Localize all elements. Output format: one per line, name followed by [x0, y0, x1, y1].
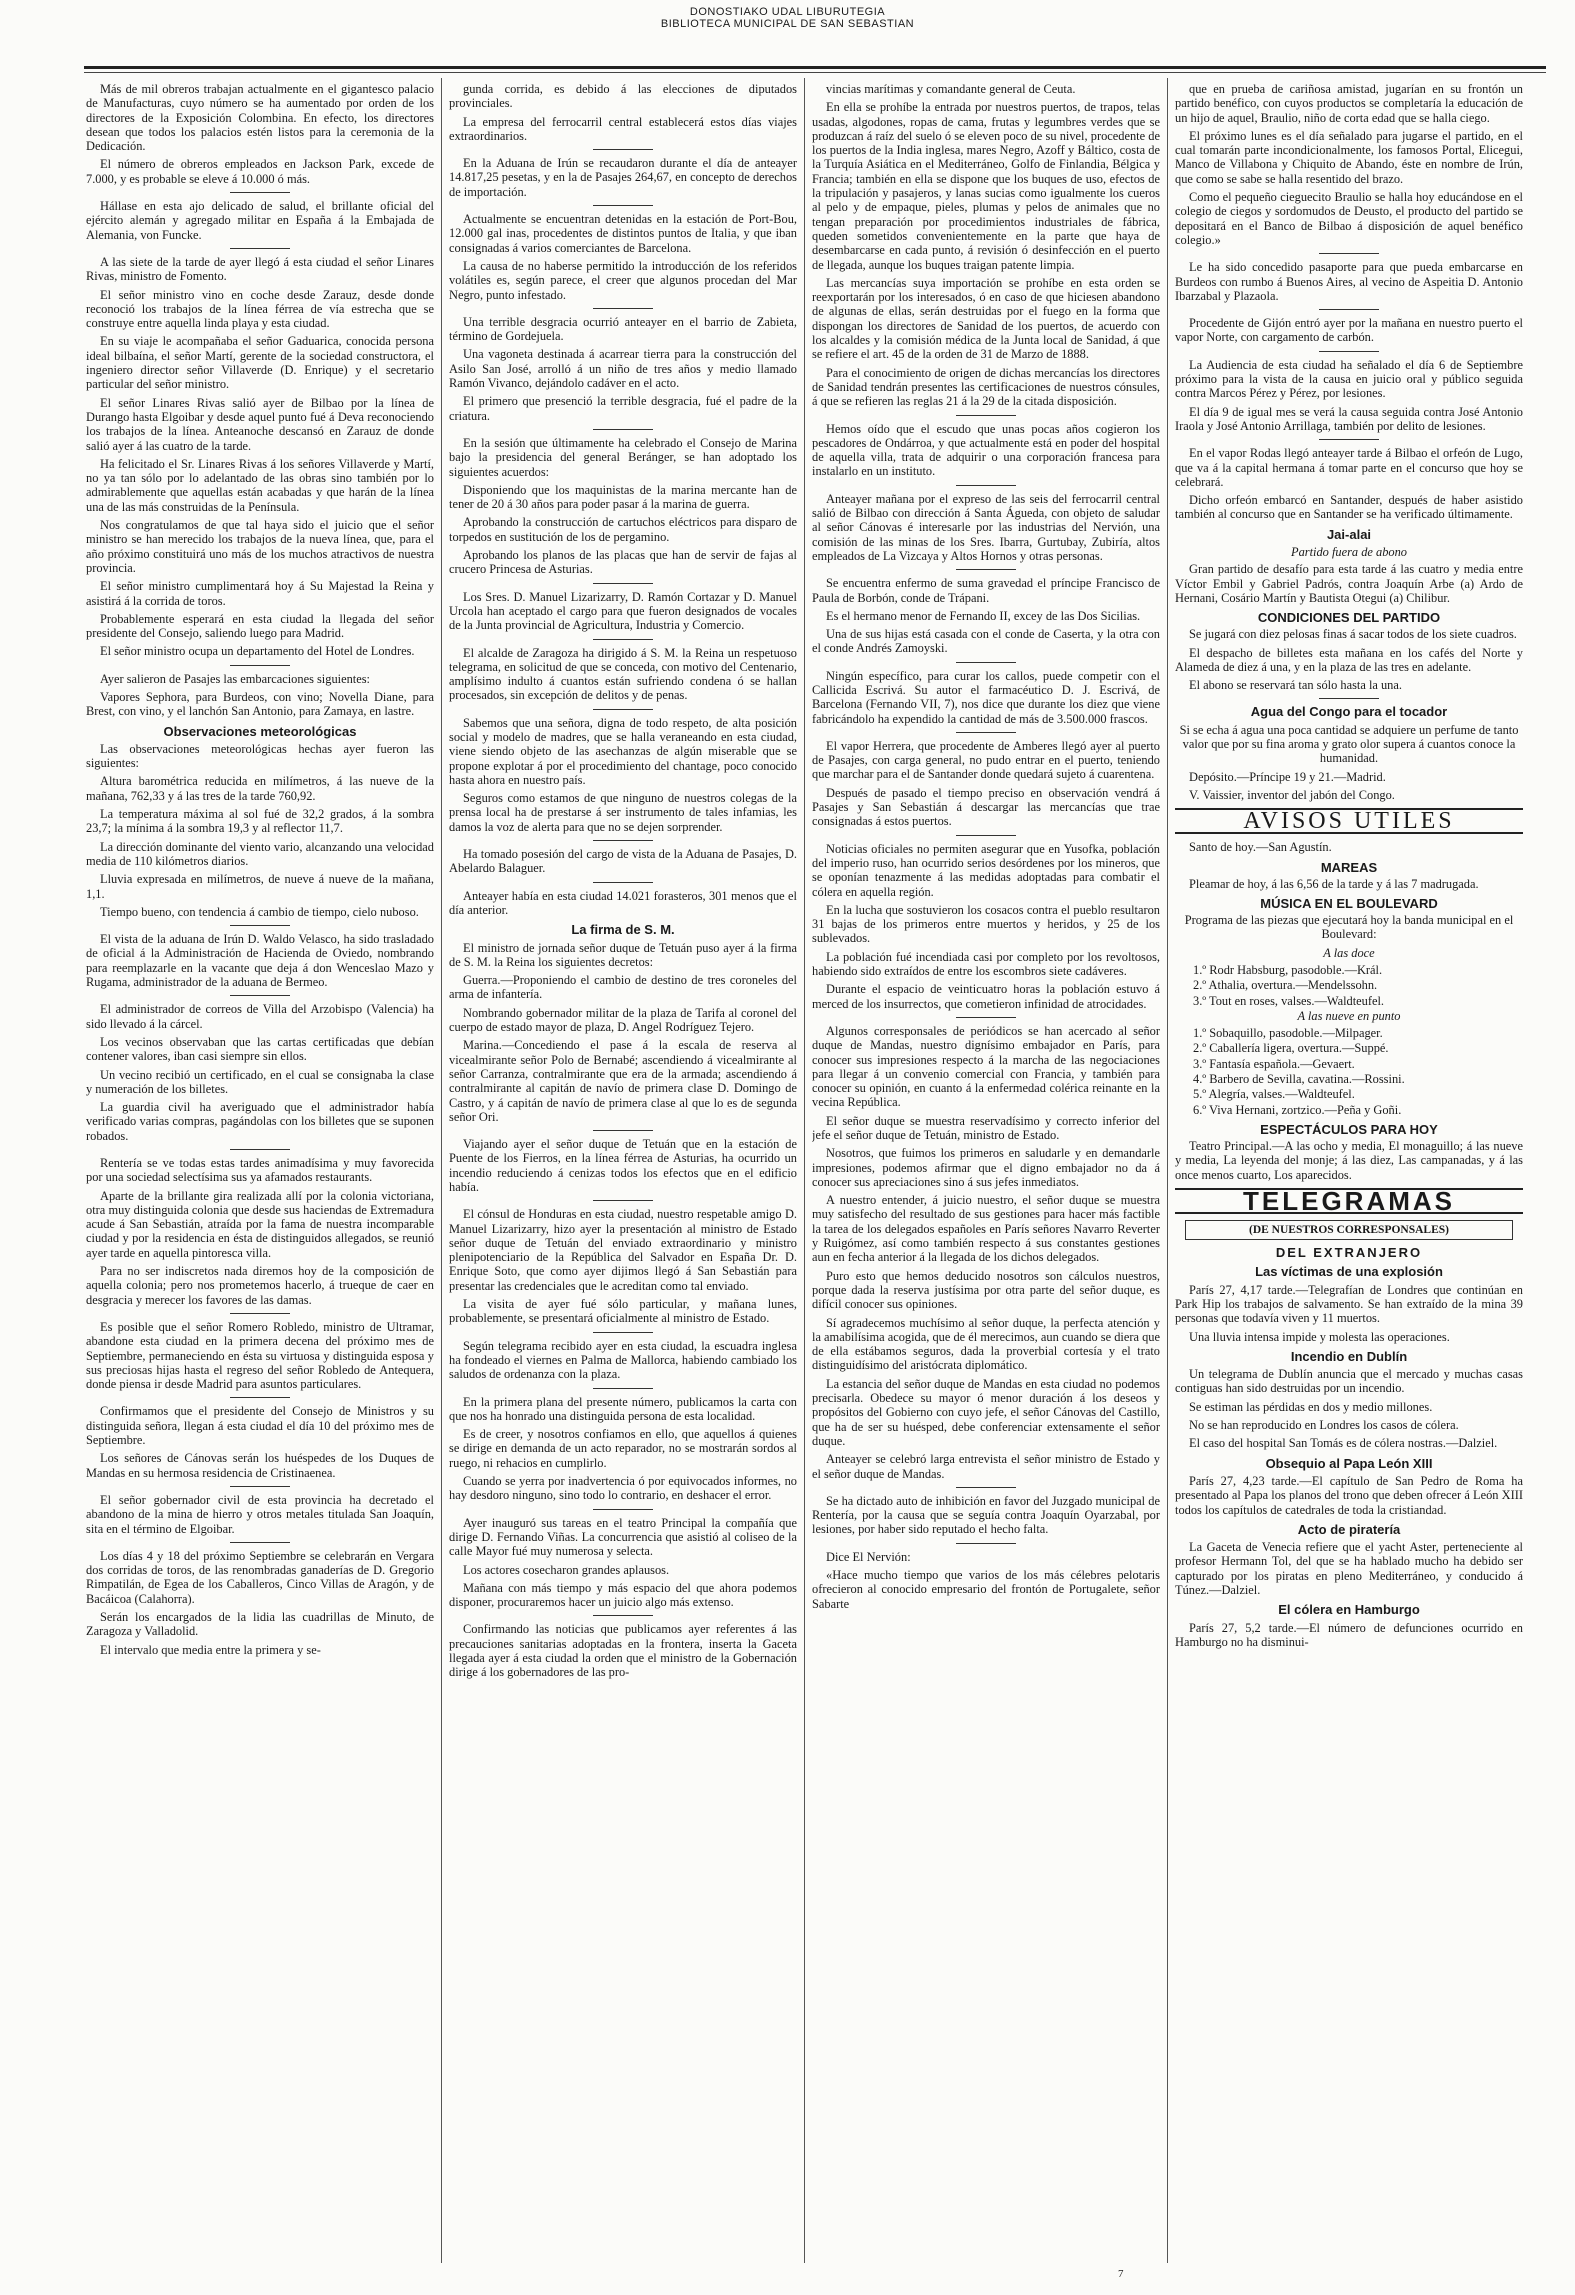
music-list-evening — [1175, 1026, 1523, 1117]
divider — [1319, 309, 1379, 310]
paragraph: Dice El Nervión: — [826, 1549, 911, 1564]
paragraph: Es posible que el señor Romero Robledo, ministro de Ultramar, abandone esta ciudad en la primera decena del próximo mes de Septiembre, permaneciendo en ésta su virtuosa y distinguida esposa y sus preciosas hijas hasta el regreso del señor Robledo de Antequera, donde piensa ir desde Madrid para asuntos particulares. — [86, 1319, 434, 1392]
divider — [593, 1130, 653, 1131]
paragraph: Vapores Sephora, para Burdeos, con vino; Novella Diane, para Brest, con vino, y el lanchón San Antonio, para Zamaya, en lastre. — [86, 689, 434, 719]
paragraph: Mañana con más tiempo y más espacio del que ahora podemos disponer, procuraremos hacer un juicio algo más extenso. — [449, 1580, 797, 1610]
divider — [593, 149, 653, 150]
paragraph: Gran partido de desafío para esta tarde á las cuatro y media entre Víctor Embil y Gabriel Padrós, contra Joaquín Arbe (a) Ardo de Hernani, Cosário Martín y Bautista Otegui (a) Chilibur. — [1175, 562, 1523, 605]
divider — [956, 835, 1016, 836]
divider — [230, 1486, 290, 1487]
paragraph: El señor duque se muestra reservadísimo y correcto inferior del jefe el señor duque de Tetuán, ministro de Estado. — [812, 1113, 1160, 1142]
top-rule-thin — [84, 72, 1546, 73]
divider — [956, 1543, 1016, 1544]
music-list-noon — [1175, 963, 1523, 1008]
paragraph: Tiempo bueno, con tendencia á cambio de tiempo, cielo nuboso. — [100, 904, 419, 919]
divider — [593, 583, 653, 584]
paragraph: Lluvia expresada en milímetros, de nueve á nueve de la mañana, 1,1. — [86, 872, 434, 901]
paragraph: El abono se reservará tan sólo hasta la una. — [1189, 678, 1402, 693]
list-item: 5.º Alegría, valses.—Waldteufel. — [1193, 1087, 1355, 1102]
paragraph: Marina.—Concediendo el pase á la escala de reserva al vicealmirante señor Polo de Bernabé; ascendiendo á vicealmirante al señor Carranza, contralmirante que era de la armada; ascendiendo á contralmirante al capitán de navío de primera clase D. Domingo de Castro, y á capitán de navío de primera clase al que lo es de segunda señor Ori. — [449, 1038, 797, 1124]
paragraph: Se jugará con diez pelosas finas á sacar todos de los siete cuadros. — [1189, 627, 1517, 642]
divider — [230, 1313, 290, 1314]
paragraph: Una de sus hijas está casada con el conde de Caserta, y la otra con el conde Andrés Zamoyski. — [812, 627, 1160, 656]
list-item: 3.º Fantasía española.—Gevaert. — [1193, 1056, 1355, 1071]
paragraph: «Hace mucho tiempo que varios de los más célebres pelotaris ofrecieron al conocido empresario del frontón de Portugalete, señor Sabarte — [812, 1568, 1160, 1611]
paragraph: Teatro Principal.—A las ocho y media, El monaguillo; á las nueve y media, La leyenda del monje; á las diez, Las campanadas, y á las once menos cuarto, Los aparecidos. — [1175, 1138, 1523, 1182]
paragraph: Las observaciones meteorológicas hechas ayer fueron las siguientes: — [86, 741, 434, 771]
paragraph: A nuestro entender, á juicio nuestro, el señor duque se muestra muy satisfecho del resultado de sus gestiones para hacer más factible la tarea de los delegados españoles en París señores Navarro Reverter y Ruigómez, así como también respecto á sus constantes gestiones aun en fecha anterior á la llegada de los dichos delegados. — [812, 1193, 1160, 1265]
paragraph: París 27, 5,2 tarde.—El número de defunciones ocurrido en Hamburgo no ha disminui- — [1175, 1620, 1523, 1649]
paragraph: gunda corrida, es debido á las elecciones de diputados provinciales. — [449, 82, 797, 111]
paragraph: Las mercancías suya importación se prohíbe en esta orden se reexportarán por los interesados, ó en caso de que hiciesen abandono de algunas de ellas, serán destruidas por el fuego en la forma que dispongan los directores de Sanidad de los puertos, de acuerdo con los alcaldes y la comisión médica de la Junta local de Sanidad, á que se refiere el art. 45 de la orden de 31 de Marzo de 1888. — [812, 275, 1160, 362]
divider — [230, 1542, 290, 1543]
paragraph: En su viaje le acompañaba el señor Gaduarica, conocida persona ideal bilbaína, el señor Martí, gerente de la sociedad constructora, el ingeniero director señor Villaverde (D. Enrique) y el secretario particular del señor ministro. — [86, 334, 434, 392]
section-heading: Observaciones meteorológicas — [163, 723, 357, 739]
divider — [956, 569, 1016, 570]
paragraph: La visita de ayer fué sólo particular, y mañana lunes, probablemente, se presentará oficialmente al ministro de Estado. — [449, 1297, 797, 1326]
paragraph: El próximo lunes es el día señalado para jugarse el partido, en el cual tomarán parte incondicionalmente, los famosos Portal, Elicegui, Manco de Villabona y Chiquito de Abando, éste en nombre de Irún, que como se sabe se halla resentido del brazo. — [1175, 128, 1523, 186]
paragraph: La población fué incendiada casi por completo por los revoltosos, habiendo sido extraídos de entre los escombros siete cadáveres. — [812, 949, 1160, 979]
section-heading: Las víctimas de una explosión — [1255, 1264, 1443, 1280]
paragraph: Cuando se yerra por inadvertencia ó por equivocados informes, no hay desdoro ninguno, sino todo lo contrario, en deshacer el error. — [449, 1474, 797, 1503]
archive-header-line2: BIBLIOTECA MUNICIPAL DE SAN SEBASTIAN — [660, 18, 915, 30]
paragraph: No se han reproducido en Londres los casos de cólera. — [1189, 1418, 1459, 1433]
paragraph: El señor ministro cumplimentará hoy á Su Majestad la Reina y asistirá á la corrida de toros. — [86, 579, 434, 608]
page-number: 7 — [1118, 2268, 1124, 2280]
paragraph: Una lluvia intensa impide y molesta las operaciones. — [1189, 1329, 1450, 1344]
paragraph: Anteayer se celebró larga entrevista el señor ministro de Estado y el señor duque de Mandas. — [812, 1452, 1160, 1481]
divider — [593, 1200, 653, 1201]
paragraph: Para el conocimiento de origen de dichas mercancías los directores de Sanidad tendrán presentes las certificaciones de nuestros cónsules, á que se refieren las reglas 21 á la 29 de la citada disposición. — [812, 365, 1160, 409]
divider — [956, 732, 1016, 733]
section-subheading: A las doce — [1323, 945, 1375, 960]
paragraph: Aparte de la brillante gira realizada allí por la colonia victoriana, otra muy distinguida colonia que desde sus haciendas de Extremadura acude á San Sebastián, atraída por la fama de nuestra incomparable ciudad y por la residencia en ésta de distinguidos allegados, se reunió ayer tarde en aquella pintoresca villa. — [86, 1188, 434, 1260]
section-heading: Agua del Congo para el tocador — [1250, 704, 1448, 720]
divider — [593, 1388, 653, 1389]
divider — [593, 882, 653, 883]
divider — [593, 1615, 653, 1616]
paragraph: Programa de las piezas que ejecutará hoy la banda municipal en el Boulevard: — [1184, 913, 1514, 942]
paragraph: Si se echa á agua una poca cantidad se adquiere un perfume de tanto valor que por su fina aroma y grato olor supera á cuantos conoce la humanidad. — [1179, 722, 1519, 766]
divider — [230, 248, 290, 249]
paragraph: Durante el espacio de veinticuatro horas la población estuvo á merced de los insurrectos, que cometieron infinidad de atrocidades. — [812, 982, 1160, 1011]
paragraph: Los actores cosecharon grandes aplausos. — [463, 1562, 670, 1577]
divider — [230, 995, 290, 996]
section-heading: Jai-alai — [1326, 526, 1372, 542]
paragraph: En la sesión que últimamente ha celebrado el Consejo de Marina bajo la presidencia del general Beránger, se han adoptado los siguientes acuerdos: — [449, 435, 797, 479]
divider — [230, 1149, 290, 1150]
paragraph: Los Sres. D. Manuel Lizarizarry, D. Ramón Cortazar y D. Manuel Urcola han aceptado el cargo para que fueron designados de vocales de la Junta provincial de Agricultura, Industria y Comercio. — [449, 589, 797, 633]
paragraph: Confirmando las noticias que publicamos ayer referentes á las precauciones sanitarias adoptadas en la frontera, inserta la Gaceta llegada ayer á esta ciudad la orden que el ministro de la Gobernación dirige á los gobernadores de las pro- — [449, 1622, 797, 1680]
paragraph: El vista de la aduana de Irún D. Waldo Velasco, ha sido trasladado de oficial á la Administración de Hacienda de Oviedo, nombrando para reemplazarle en la vacante que deja á don Wenceslao Mazo y Rugama, administrador de la aduana de Bermeo. — [86, 932, 434, 990]
section-heading: ESPECTÁCULOS PARA HOY — [1260, 1121, 1438, 1137]
column-3 — [812, 82, 1160, 2257]
paragraph: Guerra.—Proponiendo el cambio de destino de tres coroneles del arma de infantería. — [449, 973, 797, 1002]
paragraph: Hemos oído que el escudo que unas pocas años cogieron los pescadores de Ondárroa, y que actualmente está en poder del hospital de aquella villa, trata de adquirir o una corporación francesa para instalarlo en un instituto. — [812, 421, 1160, 479]
avisos-utiles-banner: AVISOS UTILES — [1175, 808, 1523, 834]
archive-header — [0, 6, 1575, 30]
paragraph: Algunos corresponsales de periódicos se han acercado al señor duque de Mandas, nuestro dignísimo embajador en París, para conocer sus impresiones respecto á la marcha de las negociaciones para llegar á un convenio comercial con Francia, y también para conocer su opinión, en cuanto á la enfermedad colérica reinante en la vecina República. — [812, 1023, 1160, 1110]
paragraph: El señor Linares Rivas salió ayer de Bilbao por la línea de Durango hasta Elgoibar y desde aquel punto fué á Deva reconociendo los trabajos de la línea. Anteanoche descansó en Zarauz de donde salió ayer á las cuatro de la tarde. — [86, 395, 434, 453]
paragraph: En la lucha que sostuvieron los cosacos contra el pueblo resultaron 31 bajas de los primeros entre muertos y heridos, y 25 de los sublevados. — [812, 902, 1160, 946]
list-item: 2.º Caballería ligera, overtura.—Suppé. — [1193, 1041, 1389, 1056]
section-heading: CONDICIONES DEL PARTIDO — [1257, 610, 1441, 626]
paragraph: El número de obreros empleados en Jackson Park, excede de 7.000, y es probable se eleve á 10.000 ó más. — [86, 157, 434, 186]
paragraph: Actualmente se encuentran detenidas en la estación de Port-Bou, 12.000 gal inas, procedentes de distintos puntos de Italia, y que iban consignadas á varios comerciantes de Barcelona. — [449, 212, 797, 255]
paragraph: El caso del hospital San Tomás es de cólera nostras.—Dalziel. — [1189, 1436, 1498, 1451]
section-heading: MÚSICA EN EL BOULEVARD — [1260, 896, 1438, 912]
divider — [956, 1487, 1016, 1488]
paragraph: París 27, 4,17 tarde.—Telegrafían de Londres que continúan en Park Hip los trabajos de salvamento. Se han extraído de la mina 39 personas que todavía viven y 11 muertos. — [1175, 1282, 1523, 1326]
paragraph: Confirmamos que el presidente del Consejo de Ministros y su distinguida señora, llegan á esta ciudad el día 10 del próximo mes de Septiembre. — [86, 1404, 434, 1448]
divider — [230, 665, 290, 666]
paragraph: La guardia civil ha averiguado que el administrador había verificado varias compras, pagándolas con los billetes que se suponen robados. — [86, 1100, 434, 1143]
divider — [1319, 439, 1379, 440]
divider — [593, 1509, 653, 1510]
list-item: 1.º Rodr Habsburg, pasodoble.—Král. — [1193, 962, 1383, 977]
paragraph: Ayer salieron de Pasajes las embarcaciones siguientes: — [100, 671, 370, 686]
paragraph: Disponiendo que los maquinistas de la marina mercante han de tener de 20 á 30 años para poder pasar á la marina de guerra. — [449, 482, 797, 512]
column-separator-3 — [1167, 78, 1168, 2263]
section-heading: Obsequio al Papa León XIII — [1265, 1455, 1433, 1471]
paragraph: Noticias oficiales no permiten asegurar que en Yusofka, población del imperio ruso, han ocurrido serios desórdenes por los mineros, que se oponían tenazmente á las medidas adoptadas para combatir el cólera en aquella región. — [812, 841, 1160, 899]
paragraph: Nosotros, que fuimos los primeros en saludarle y en demandarle impresiones, podemos afirmar que el digno embajador no da á conocer sus apreciaciones sino á sus jefes inmediatos. — [812, 1146, 1160, 1189]
paragraph: Viajando ayer el señor duque de Tetuán que en la estación de Puente de los Fierros, en la línea férrea de Asturias, ha ocurrido un incendio reduciendo á cenizas todos los efectos que en el edificio había. — [449, 1137, 797, 1194]
paragraph: Después de pasado el tiempo preciso en observación vendrá á Pasajes y San Sebastián á descargar las mercancías que trae consignadas á estos puertos. — [812, 785, 1160, 829]
paragraph: Rentería se ve todas estas tardes animadísima y muy favorecida por una sociedad selectísima sus ya afamados restaurants. — [86, 1156, 434, 1185]
paragraph: Dicho orfeón embarcó en Santander, después de haber asistido también al concurso que en Santander se ha verificado últimamente. — [1175, 493, 1523, 522]
divider — [593, 709, 653, 710]
paragraph: El alcalde de Zaragoza ha dirigido á S. M. la Reina un respetuoso telegrama, en solicitud de que se conceda, con motivo del Centenario, amplísimo indulto á cuantos están sufriendo condena ó se hallan procesados, sin excepción de delitos y de penas. — [449, 645, 797, 703]
paragraph: Los señores de Cánovas serán los huéspedes de los Duques de Mandas en su hermosa residencia de Cristinaenea. — [86, 1451, 434, 1480]
divider — [230, 1397, 290, 1398]
section-heading: La firma de S. M. — [571, 922, 675, 938]
paragraph: Anteayer había en esta ciudad 14.021 forasteros, 301 menos que el día anterior. — [449, 888, 797, 917]
paragraph: Según telegrama recibido ayer en esta ciudad, la escuadra inglesa ha fondeado el viernes en Palma de Mallorca, habiendo cambiado los saludos de ordenanza con la plaza. — [449, 1338, 797, 1382]
paragraph: Procedente de Gijón entró ayer por la mañana en nuestro puerto el vapor Norte, con cargamento de carbón. — [1175, 316, 1523, 345]
paragraph: Santo de hoy.—San Agustín. — [1189, 840, 1332, 855]
telegramas-banner: TELEGRAMAS — [1175, 1188, 1523, 1214]
paragraph: Puro esto que hemos deducido nosotros son cálculos nuestros, porque dada la reserva justísima por otra parte del señor duque, es difícil conocer sus opiniones. — [812, 1268, 1160, 1312]
divider — [956, 485, 1016, 486]
paragraph: El intervalo que media entre la primera y se- — [100, 1642, 321, 1657]
paragraph: V. Vaissier, inventor del jabón del Congo. — [1189, 787, 1395, 802]
paragraph: La Audiencia de esta ciudad ha señalado el día 6 de Septiembre próximo para la vista de la causa en juicio oral y público seguida contra Marcos Pérez y Pérez, por lesiones. — [1175, 357, 1523, 401]
section-subheading: Partido fuera de abono — [1291, 545, 1407, 560]
paragraph: La empresa del ferrocarril central establecerá estos días viajes extraordinarios. — [449, 114, 797, 143]
paragraph: La estancia del señor duque de Mandas en esta ciudad no podemos precisarla. Obedece su mayor ó menor duración á los deseos y propósitos del Gobierno con cuyo jefe, el señor Cánovas del Castillo, que ha de ser su huésped, debe conferenciar extensamente el señor duque. — [812, 1376, 1160, 1448]
paragraph: Se encuentra enfermo de suma gravedad el príncipe Francisco de Paula de Borbón, conde de Trápani. — [812, 576, 1160, 605]
divider — [593, 429, 653, 430]
paragraph: El señor ministro vino en coche desde Zarauz, desde donde reconoció los trabajos de la línea férrea de vía estrecha que se construye entre aquella linda playa y esta ciudad. — [86, 287, 434, 331]
paragraph: Pleamar de hoy, á las 6,56 de la tarde y á las 7 madrugada. — [1189, 876, 1479, 891]
section-heading: Incendio en Dublín — [1290, 1348, 1408, 1364]
paragraph: El despacho de billetes esta mañana en los cafés del Norte y Alameda de diez á una, y en la plaza de las tres en adelante. — [1175, 645, 1523, 674]
column-4 — [1175, 82, 1523, 2257]
column-2 — [449, 82, 797, 2257]
list-item: 3.º Tout en roses, valses.—Waldteufel. — [1193, 993, 1385, 1008]
list-item: 2.º Athalia, overtura.—Mendelssohn. — [1193, 978, 1378, 993]
paragraph: Hállase en esta ajo delicado de salud, el brillante oficial del ejército alemán y agregado militar en España á la Embajada de Alemania, von Funcke. — [86, 199, 434, 242]
list-item: 6.º Viva Hernani, zortzico.—Peña y Goñi. — [1193, 1102, 1402, 1117]
divider — [956, 415, 1016, 416]
paragraph: Sí agradecemos muchísimo al señor duque, la perfecta atención y la amabilísima acogida, que de él merecimos, aun cuando se diera que de ella estábamos seguros, dada la proverbial cortesía y el trato distinguidísimo del aristócrata diplomático. — [812, 1315, 1160, 1373]
divider — [230, 192, 290, 193]
paragraph: París 27, 4,23 tarde.—El capítulo de San Pedro de Roma ha presentado al Papa los planos del trono que deben ofrecer á León XIII todos los capítulos de catedrales de toda la cristiandad. — [1175, 1473, 1523, 1517]
paragraph: Le ha sido concedido pasaporte para que pueda embarcarse en Burdeos con rumbo á Buenos Aires, al vecino de Aspeitia D. Antonio Ibarzabal y Plazaola. — [1175, 260, 1523, 303]
paragraph: En la Aduana de Irún se recaudaron durante el día de anteayer 14.817,25 pesetas, y en la de Pasajes 264,67, en concepto de derechos de importación. — [449, 156, 797, 199]
paragraph: En la primera plana del presente número, publicamos la carta con que nos ha honrado una distinguida persona de esta localidad. — [449, 1394, 797, 1423]
paragraph: Probablemente esperará en esta ciudad la llegada del señor presidente del Consejo, saliendo luego para Madrid. — [86, 611, 434, 641]
paragraph: Más de mil obreros trabajan actualmente en el gigantesco palacio de Manufacturas, cuyo número se ha aumentado por orden de los directores de la Exposición Colombina. En efecto, los directores desean que todos los palacios estén listos para la ceremonia de la Dedicación. — [86, 82, 434, 154]
paragraph: Altura barométrica reducida en milímetros, á las nueve de la mañana, 762,33 y á las tres de la tarde 760,92. — [86, 774, 434, 803]
paragraph: Serán los encargados de la lidia las cuadrillas de Minuto, de Zaragoza y Valladolid. — [86, 1610, 434, 1639]
divider — [1319, 351, 1379, 352]
paragraph: Aprobando los planos de las placas que han de servir de fajas al crucero Princesa de Asturias. — [449, 548, 797, 577]
paragraph: Sabemos que una señora, digna de todo respeto, de alta posición social y modelo de madres, que se halla veraneando en esta ciudad, viene siendo objeto de las asechanzas de algún miserable que se propone explotar á por el procedimiento del chantage, poco conocido hasta ahora en nuestro país. — [449, 715, 797, 787]
paragraph: Los días 4 y 18 del próximo Septiembre se celebrarán en Vergara dos corridas de toros, de las renombradas ganaderías de D. Gregorio Rimpatilán, de Egea de los Caballeros, Cinco Villas de Aragón, y de Bacáicoa (Calahorra). — [86, 1548, 434, 1606]
paragraph: Una terrible desgracia ocurrió anteayer en el barrio de Zabieta, término de Gordejuela. — [449, 314, 797, 344]
column-1 — [86, 82, 434, 2257]
paragraph: La causa de no haberse permitido la introducción de los referidos volátiles es, según parece, el creer que algunos procedan del Mar Negro, punto infestado. — [449, 258, 797, 302]
paragraph: La dirección dominante del viento vario, alcanzando una velocidad media de 110 kilómetros diarios. — [86, 839, 434, 868]
top-rule — [84, 66, 1546, 69]
paragraph: Se ha dictado auto de inhibición en favor del Juzgado municipal de Rentería, por la causa que se seguía contra Joaquín Oyarzabal, por lesiones, por haber sido reputado el hecho falta. — [812, 1493, 1160, 1537]
section-subheading: A las nueve en punto — [1297, 1008, 1401, 1023]
archive-header-line1: DONOSTIAKO UDAL LIBURUTEGIA — [689, 6, 886, 18]
list-item: 1.º Sobaquillo, pasodoble.—Milpager. — [1193, 1026, 1383, 1041]
correspondents-label: (DE NUESTROS CORRESPONSALES) — [1185, 1220, 1513, 1240]
section-heading: MAREAS — [1320, 859, 1378, 875]
paragraph: En el vapor Rodas llegó anteayer tarde á Bilbao el orfeón de Lugo, que va á la capital hermana á tomar parte en el concurso que hoy se celebrará. — [1175, 446, 1523, 489]
divider — [956, 662, 1016, 663]
paragraph: Es el hermano menor de Fernando II, excey de las Dos Sicilias. — [826, 608, 1141, 623]
paragraph: Anteayer mañana por el expreso de las seis del ferrocarril central salió de Bilbao con dirección á Santa Águeda, con objeto de saludar al señor Cánovas é interesarle por las industrias del Nervión, una comisión de las minas de los Sres. Ibarra, Gurtubay, Zubiría, altos empleados de La Vizcaya y Altos Hornos y otras personas. — [812, 491, 1160, 563]
divider — [593, 639, 653, 640]
paragraph: El primero que presenció la terrible desgracia, fué el padre de la criatura. — [449, 394, 797, 423]
paragraph: El señor gobernador civil de esta provincia ha decretado el abandono de la mina de hierro y otros metales titulada San Joaquín, sita en el término de Elgoibar. — [86, 1492, 434, 1536]
paragraph: Una vagoneta destinada á acarrear tierra para la construcción del Asilo San José, arrolló á un niño de tres años y medio llamado Ramón Vivanco, dejándolo cadáver en el acto. — [449, 347, 797, 391]
paragraph: La temperatura máxima al sol fué de 32,2 grados, á la sombra 23,7; la mínima á la sombra 19,3 y al reflector 11,7. — [86, 807, 434, 836]
paragraph: vincias marítimas y comandante general de Ceuta. — [826, 82, 1076, 96]
paragraph: Nombrando gobernador militar de la plaza de Tarifa al coronel del cuerpo de estado mayor de plaza, D. Angel Rodríguez Tejero. — [449, 1005, 797, 1035]
paragraph: Se estiman las pérdidas en dos y medio millones. — [1189, 1399, 1433, 1414]
paragraph: A las siete de la tarde de ayer llegó á esta ciudad el señor Linares Rivas, ministro de Fomento. — [86, 254, 434, 284]
divider — [956, 1017, 1016, 1018]
paragraph: El señor ministro ocupa un departamento del Hotel de Londres. — [100, 644, 415, 659]
divider — [593, 308, 653, 309]
paragraph: Nos congratulamos de que tal haya sido el juicio que el señor ministro se han merecido los trabajos de la nueva línea, que, para el año próximo constituirá uno más de los muchos atractivos de nuestra provincia. — [86, 518, 434, 575]
list-item: 4.º Barbero de Sevilla, cavatina.—Rossini. — [1193, 1072, 1405, 1087]
paragraph: Seguros como estamos de que ninguno de nuestros colegas de la prensa local ha de prestarse á ser instrumento de tales infamias, les damos la voz de alerta para que no se dejen sorprender. — [449, 791, 797, 834]
paragraph: En ella se prohíbe la entrada por nuestros puertos, de trapos, telas usadas, algodones, ropas de cama, frutas y legumbres verdes que se produzcan á raíz del suelo ó se eleven poco de su nivel, procedente de los puertos de la India inglesa, mares Negro, Azoff y Báltico, costa de la Turquía Asiática en el Mediterráneo, Golfo de Finlandia, Bélgica y Francia; también en ella se dispone que los buques de uso, efectos de la tripulación y pasajeros, y lanas sucias como igualmente los cueros al pelo y de empaque, pieles, plumas y pelos de animales que no tengan preparación por procedimientos industriales de fábrica, queden sometidos convenientemente en la parte que haya de desembarcarse en cada punto, á revisión ó desinfección en el puerto de llegada, aunque los buques traigan patente limpia. — [812, 100, 1160, 272]
paragraph: Para no ser indiscretos nada diremos hoy de la composición de aquella colonia; pero nos prometemos hacerlo, á trueque de caer en desgracia y merecer los favores de las damas. — [86, 1264, 434, 1307]
paragraph: Aprobando la construcción de cartuchos eléctricos para disparo de torpedos en sustitución de los de pergamino. — [449, 515, 797, 544]
paragraph: El vapor Herrera, que procedente de Amberes llegó ayer al puerto de Pasajes, con carga general, no pudo entrar en el puerto, teniendo que marchar para el de Santander donde quedará sujeto á cuarentena. — [812, 738, 1160, 782]
paragraph: Ningún específico, para curar los callos, puede competir con el Callicida Escrivá. Su autor el farmacéutico D. J. Escrivá, de Barcelona (Fernando VII, 7), nos dice que durante los diez que viene fabricándolo ha expendido la cantidad de más de 3.500.000 frascos. — [812, 668, 1160, 726]
paragraph: Es de creer, y nosotros confiamos en ello, que aquellos á quienes se dirige en demanda de un acto reparador, no se mostrarán sordos al ruego, ni rehacios en cumplirlo. — [449, 1427, 797, 1470]
section-heading: DEL EXTRANJERO — [1275, 1245, 1423, 1261]
paragraph: Los vecinos observaban que las cartas certificadas que debían contener valores, iban casi siempre sin ellos. — [86, 1034, 434, 1064]
paragraph: El día 9 de igual mes se verá la causa seguida contra José Antonio Iraola y José Antonio Arrillaga, también por delito de lesiones. — [1175, 404, 1523, 433]
divider — [593, 840, 653, 841]
paragraph: que en prueba de cariñosa amistad, jugarían en su frontón un partido benéfico, con cuyos productos se completaría la educación de un hijo de aquel, Braulio, niño de corta edad que se halla ciego. — [1175, 82, 1523, 125]
paragraph: Ha felicitado el Sr. Linares Rivas á los señores Villaverde y Martí, no ya tan sólo por lo adelantado de las obras sino también por lo admirablemente que aquellas están acabadas y que harán de la línea una de las más construidas de la Península. — [86, 456, 434, 514]
column-separator-2 — [804, 78, 805, 2263]
paragraph: Depósito.—Príncipe 19 y 21.—Madrid. — [1189, 769, 1386, 784]
paragraph: El cónsul de Honduras en esta ciudad, nuestro respetable amigo D. Manuel Lizarizarry, hizo ayer la presentación al ministro de Estado señor duque de Tetuán del enviado extraordinario y ministro plenipotenciario de la República del Salvador en España Dr. D. Enrique Soto, que como ayer dijimos llegó á San Sebastián para presentar las credenciales que le acreditan como tal enviado. — [449, 1207, 797, 1293]
paragraph: Ha tomado posesión del cargo de vista de la Aduana de Pasajes, D. Abelardo Balaguer. — [449, 847, 797, 876]
divider — [230, 925, 290, 926]
paragraph: Como el pequeño cieguecito Braulio se halla hoy educándose en el colegio de ciegos y sordomudos de Deusto, el producto del partido se depositará en el Banco de Bilbao á disposición de aquel benéfico colegio.» — [1175, 190, 1523, 247]
column-separator-1 — [441, 78, 442, 2263]
paragraph: Un telegrama de Dublín anuncia que el mercado y muchas casas contiguas han sido destruidas por un incendio. — [1175, 1367, 1523, 1396]
divider — [1319, 253, 1379, 254]
paragraph: Ayer inauguró sus tareas en el teatro Principal la compañía que dirige D. Fernando Viñas. La concurrencia que asistió al coliseo de la calle Mayor fué muy numerosa y selecta. — [449, 1515, 797, 1559]
paragraph: La Gaceta de Venecia refiere que el yacht Aster, perteneciente al profesor Hermann Tol, del que se ha hablado mucho ha debido ser capturado por los piratas en pleno Mediterráneo, y conducido á Túnez.—Dalziel. — [1175, 1540, 1523, 1598]
paragraph: El administrador de correos de Villa del Arzobispo (Valencia) ha sido llevado á la cárcel. — [86, 1002, 434, 1031]
paragraph: El ministro de jornada señor duque de Tetuán puso ayer á la firma de S. M. la Reina los siguientes decretos: — [449, 940, 797, 969]
section-heading: El cólera en Hamburgo — [1278, 1602, 1420, 1618]
divider — [593, 1332, 653, 1333]
section-heading: Acto de piratería — [1297, 1521, 1401, 1537]
divider — [593, 205, 653, 206]
divider — [1319, 698, 1379, 699]
paragraph: Un vecino recibió un certificado, en el cual se consignaba la clase y numeración de los billetes. — [86, 1067, 434, 1096]
